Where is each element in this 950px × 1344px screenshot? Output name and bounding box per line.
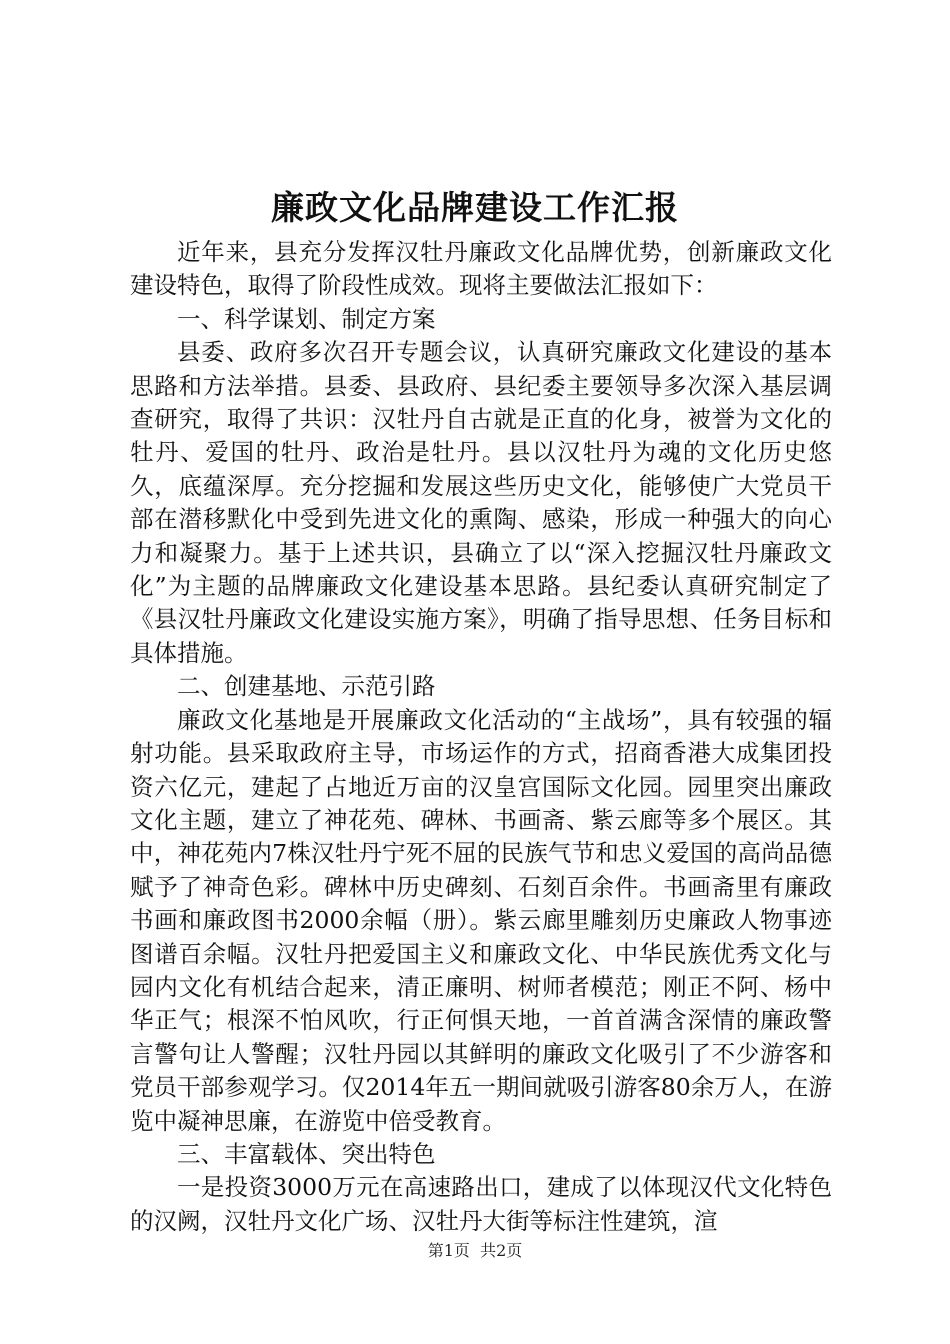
section-heading-2: 二、创建基地、示范引路	[177, 672, 436, 701]
section-2-paragraph: 廉政文化基地是开展廉政文化活动的“主战场”，具有较强的辐射功能。县采取政府主导，市场运作的方式，招商香港大成集团投资六亿元，建起了占地近万亩的汉皇宫国际文化园。园里突出廉政文化主题，建立了神花苑、碑林、书画斋、紫云廊等多个展区。其中，神花苑内7株汉牡丹宁死不屈的民族气节和忠义爱国的高尚品德赋予了神奇色彩。碑林中历史碑刻、石刻百余件。书画斋里有廉政书画和廉政图书2000余幅（册）。紫云廊里雕刻历史廉政人物事迹图谱百余幅。汉牡丹把爱国主义和廉政文化、中华民族优秀文化与园内文化有机结合起来，清正廉明、树师者模范；刚正不阿、杨中华正气；根深不怕风吹，行正何惧天地，一首首满含深情的廉政警言警句让人警醒；汉牡丹园以其鲜明的廉政文化吸引了不少游客和党员干部参观学习。仅2014年五一期间就吸引游客80余万人，在游览中凝神思廉，在游览中倍受教育。	[130, 705, 832, 1135]
section-1-paragraph: 县委、政府多次召开专题会议，认真研究廉政文化建设的基本思路和方法举措。县委、县政府、县纪委主要领导多次深入基层调查研究，取得了共识：汉牡丹自古就是正直的化身，被誉为文化的牡丹、爱国的牡丹、政治是牡丹。县以汉牡丹为魂的文化历史悠久，底蕴深厚。充分挖掘和发展这些历史文化，能够使广大党员干部在潜移默化中受到先进文化的熏陶、感染，形成一种强大的向心力和凝聚力。基于上述共识，县确立了以“深入挖掘汉牡丹廉政文化”为主题的品牌廉政文化建设基本思路。县纪委认真研究制定了《县汉牡丹廉政文化建设实施方案》，明确了指导思想、任务目标和具体措施。	[130, 338, 832, 667]
intro-paragraph: 近年来，县充分发挥汉牡丹廉政文化品牌优势，创新廉政文化建设特色，取得了阶段性成效。现将主要做法汇报如下：	[130, 238, 832, 300]
document-title: 廉政文化品牌建设工作汇报	[271, 188, 679, 227]
document-body	[130, 236, 832, 1238]
page-number: 第1页	[427, 1241, 470, 1260]
section-3-paragraph: 一是投资3000万元在高速路出口，建成了以体现汉代文化特色的汉阙，汉牡丹文化广场、汉牡丹大街等标注性建筑，渲	[130, 1173, 832, 1235]
section-heading-3: 三、丰富载体、突出特色	[177, 1139, 436, 1168]
page-footer	[0, 1240, 950, 1262]
section-heading-1: 一、科学谋划、制定方案	[177, 304, 436, 333]
page-total: 共2页	[480, 1241, 523, 1260]
